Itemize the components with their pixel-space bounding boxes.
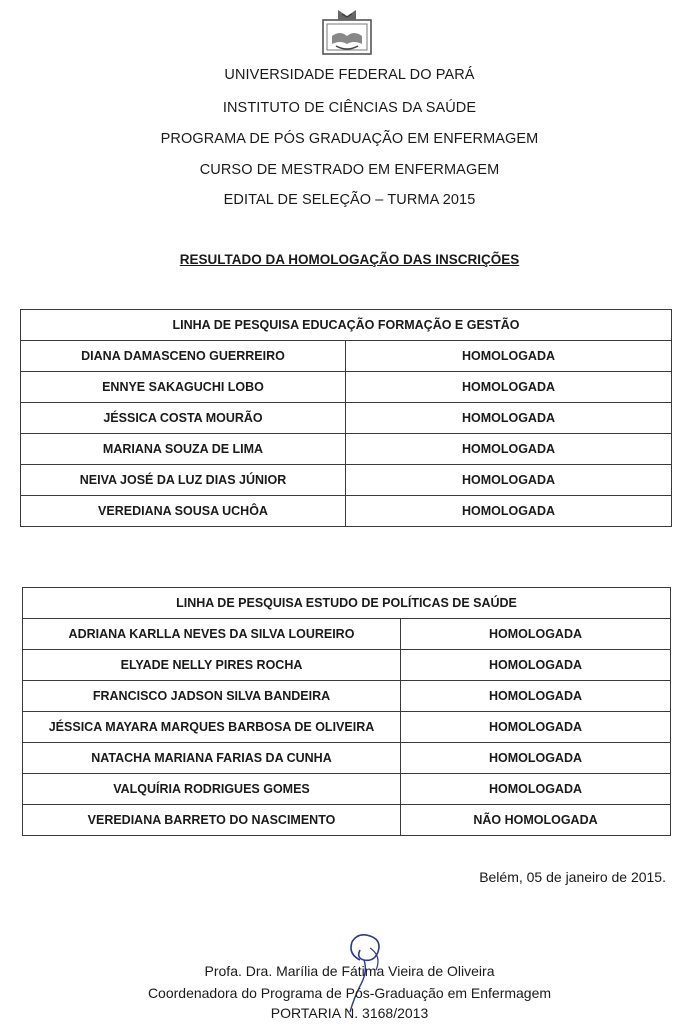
header-course: CURSO DE MESTRADO EM ENFERMAGEM — [199, 162, 500, 178]
table-heading-row — [23, 588, 671, 619]
candidate-status: HOMOLOGADA — [401, 619, 671, 650]
document-date: Belém, 05 de janeiro de 2015. — [479, 869, 666, 885]
table-row — [21, 496, 672, 527]
candidate-status: HOMOLOGADA — [346, 434, 672, 465]
table-row — [21, 434, 672, 465]
candidate-status: HOMOLOGADA — [346, 403, 672, 434]
candidate-status: HOMOLOGADA — [401, 712, 671, 743]
candidate-status: HOMOLOGADA — [346, 341, 672, 372]
table-row — [23, 619, 671, 650]
candidate-name: VEREDIANA BARRETO DO NASCIMENTO — [23, 805, 401, 836]
signatory-role: Coordenadora do Programa de Pós-Graduação em Enfermagem — [147, 985, 552, 1001]
candidate-status: NÃO HOMOLOGADA — [401, 805, 671, 836]
table-heading-row — [21, 310, 672, 341]
candidate-status: HOMOLOGADA — [401, 681, 671, 712]
table-row — [23, 805, 671, 836]
result-title — [0, 252, 699, 267]
header-institute: INSTITUTO DE CIÊNCIAS DA SAÚDE — [222, 100, 477, 116]
table-heading: LINHA DE PESQUISA EDUCAÇÃO FORMAÇÃO E GESTÃO — [21, 310, 672, 341]
candidate-name: NATACHA MARIANA FARIAS DA CUNHA — [23, 743, 401, 774]
table-row — [23, 681, 671, 712]
candidate-name: VALQUÍRIA RODRIGUES GOMES — [23, 774, 401, 805]
header-university: UNIVERSIDADE FEDERAL DO PARÁ — [224, 67, 475, 83]
header-edital: EDITAL DE SELEÇÃO – TURMA 2015 — [223, 192, 476, 208]
candidate-name: VEREDIANA SOUSA UCHÔA — [21, 496, 346, 527]
table-row — [23, 712, 671, 743]
table-row — [21, 341, 672, 372]
candidate-status: HOMOLOGADA — [346, 496, 672, 527]
university-crest-icon — [318, 6, 376, 56]
table-row — [21, 465, 672, 496]
signatory-portaria: PORTARIA N. 3168/2013 — [270, 1005, 429, 1021]
table-row — [23, 743, 671, 774]
candidate-status: HOMOLOGADA — [401, 650, 671, 681]
table-row — [23, 774, 671, 805]
candidate-status: HOMOLOGADA — [401, 743, 671, 774]
table-politicas — [22, 587, 671, 836]
candidate-name: FRANCISCO JADSON SILVA BANDEIRA — [23, 681, 401, 712]
header-program: PROGRAMA DE PÓS GRADUAÇÃO EM ENFERMAGEM — [160, 131, 539, 147]
candidate-name: ELYADE NELLY PIRES ROCHA — [23, 650, 401, 681]
table-heading: LINHA DE PESQUISA ESTUDO DE POLÍTICAS DE SAÚDE — [23, 588, 671, 619]
candidate-name: ADRIANA KARLLA NEVES DA SILVA LOUREIRO — [23, 619, 401, 650]
candidate-name: ENNYE SAKAGUCHI LOBO — [21, 372, 346, 403]
candidate-status: HOMOLOGADA — [346, 465, 672, 496]
candidate-name: MARIANA SOUZA DE LIMA — [21, 434, 346, 465]
result-title-text: RESULTADO DA HOMOLOGAÇÃO DAS INSCRIÇÕES — [179, 252, 520, 267]
candidate-status: HOMOLOGADA — [346, 372, 672, 403]
candidate-name: JÉSSICA MAYARA MARQUES BARBOSA DE OLIVEIRA — [23, 712, 401, 743]
candidate-name: DIANA DAMASCENO GUERREIRO — [21, 341, 346, 372]
signatory-name: Profa. Dra. Marília de Fátima Vieira de Oliveira — [204, 963, 495, 979]
table-educacao — [20, 309, 672, 527]
candidate-name: JÉSSICA COSTA MOURÃO — [21, 403, 346, 434]
candidate-status: HOMOLOGADA — [401, 774, 671, 805]
candidate-name: NEIVA JOSÉ DA LUZ DIAS JÚNIOR — [21, 465, 346, 496]
table-row — [23, 650, 671, 681]
table-row — [21, 403, 672, 434]
table-row — [21, 372, 672, 403]
